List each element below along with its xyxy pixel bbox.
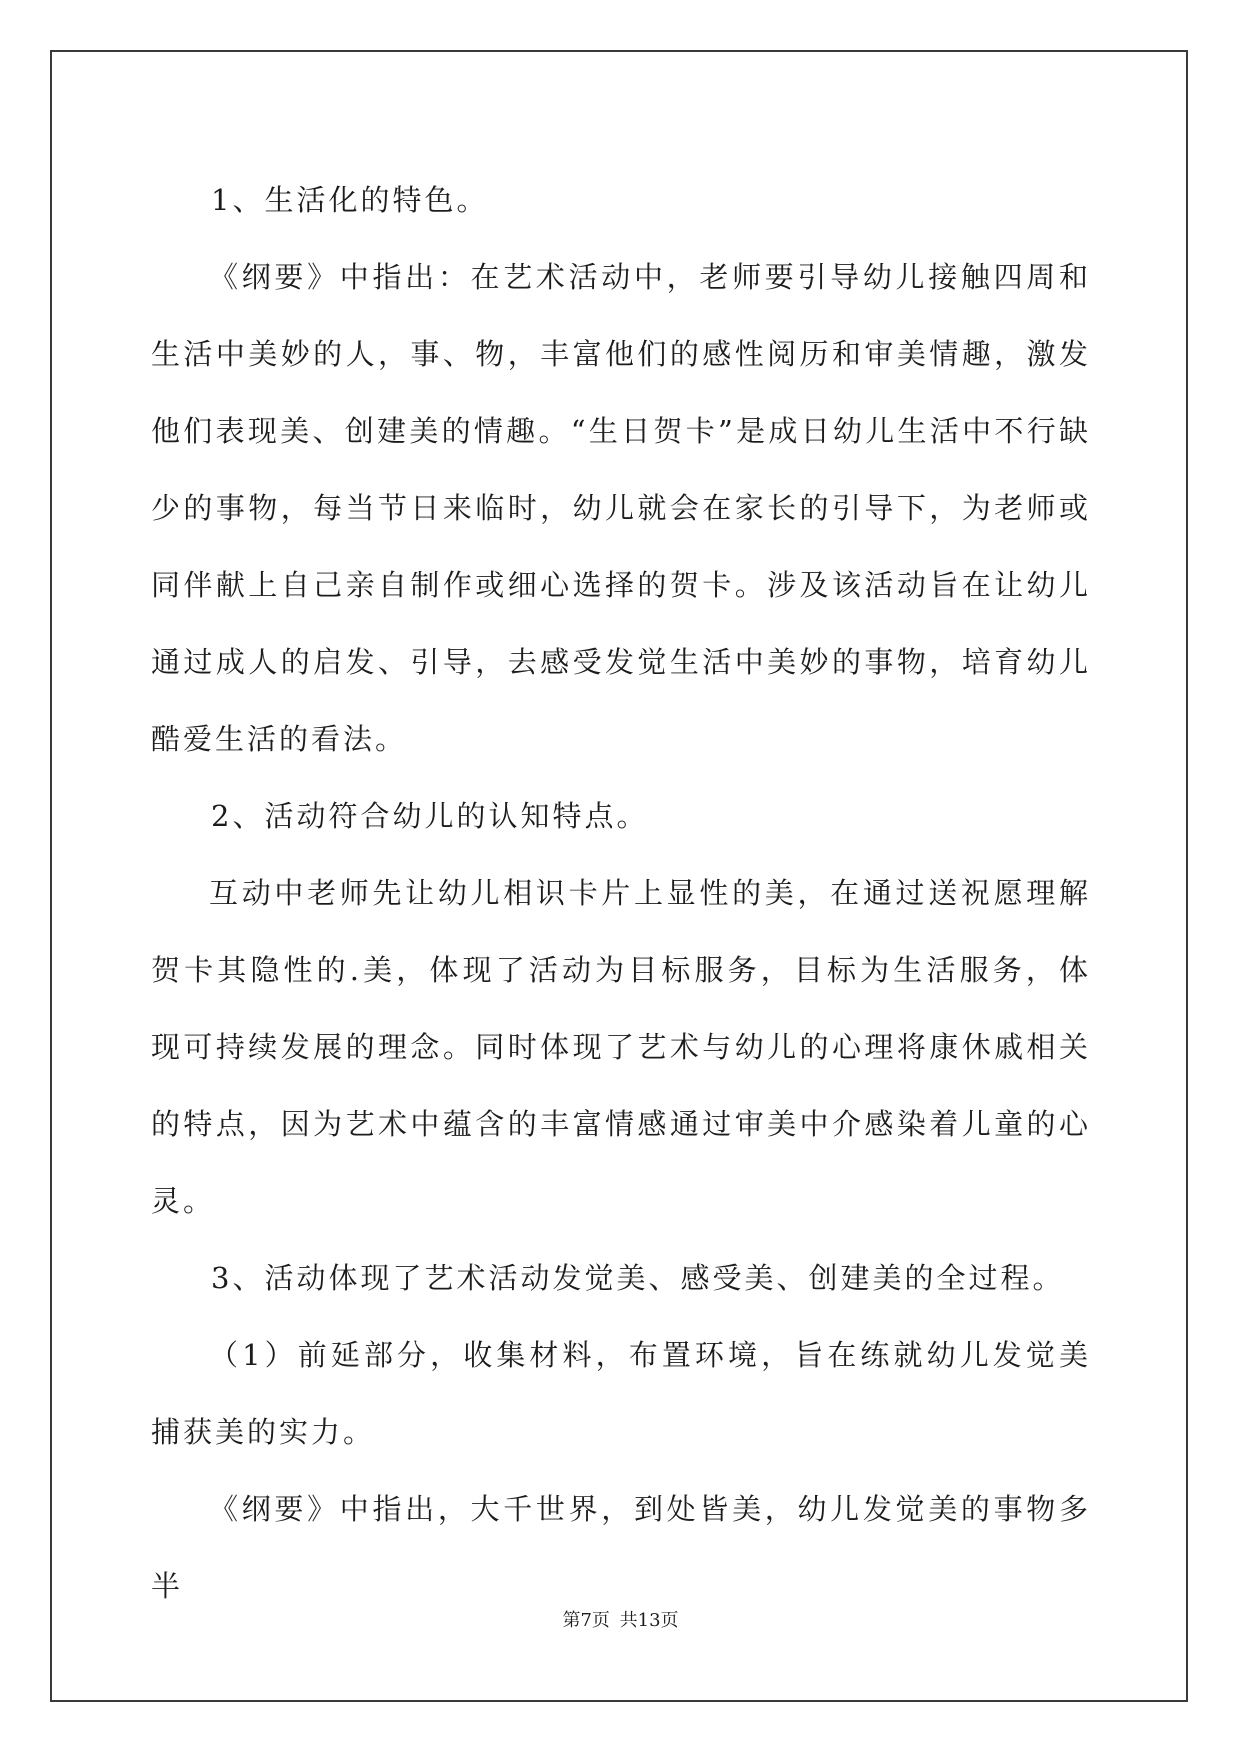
section-heading-1: 1、生活化的特色。 <box>211 183 489 217</box>
section-heading-2: 2、活动符合幼儿的认知特点。 <box>211 799 649 833</box>
page-footer <box>0 1606 1241 1632</box>
page-number: 第7页 <box>562 1610 610 1631</box>
body-paragraph-3: 《纲要》中指出，大千世界，到处皆美，幼儿发觉美的事物多半 <box>151 1492 1091 1603</box>
section-heading-3: 3、活动体现了艺术活动发觉美、感受美、创建美的全过程。 <box>211 1261 1065 1295</box>
body-paragraph-2: 互动中老师先让幼儿相识卡片上显性的美，在通过送祝愿理解贺卡其隐性的.美，体现了活动为目标服务，目标为生活服务，体现可持续发展的理念。同时体现了艺术与幼儿的心理将康休戚相关的特点，因为艺术中蕴含的丰富情感通过审美中介感染着儿童的心灵。 <box>151 876 1091 1218</box>
document-body <box>151 162 1091 1625</box>
sub-paragraph-1: （1）前延部分，收集材料，布置环境，旨在练就幼儿发觉美捕获美的实力。 <box>151 1338 1091 1449</box>
body-paragraph-1: 《纲要》中指出：在艺术活动中，老师要引导幼儿接触四周和生活中美妙的人，事、物，丰富他们的感性阅历和审美情趣，激发他们表现美、创建美的情趣。“生日贺卡”是成日幼儿生活中不行缺少的事物，每当节日来临时，幼儿就会在家长的引导下，为老师或同伴献上自己亲自制作或细心选择的贺卡。涉及该活动旨在让幼儿通过成人的启发、引导，去感受发觉生活中美妙的事物，培育幼儿酷爱生活的看法。 <box>151 260 1091 756</box>
page-total: 共13页 <box>619 1610 679 1631</box>
